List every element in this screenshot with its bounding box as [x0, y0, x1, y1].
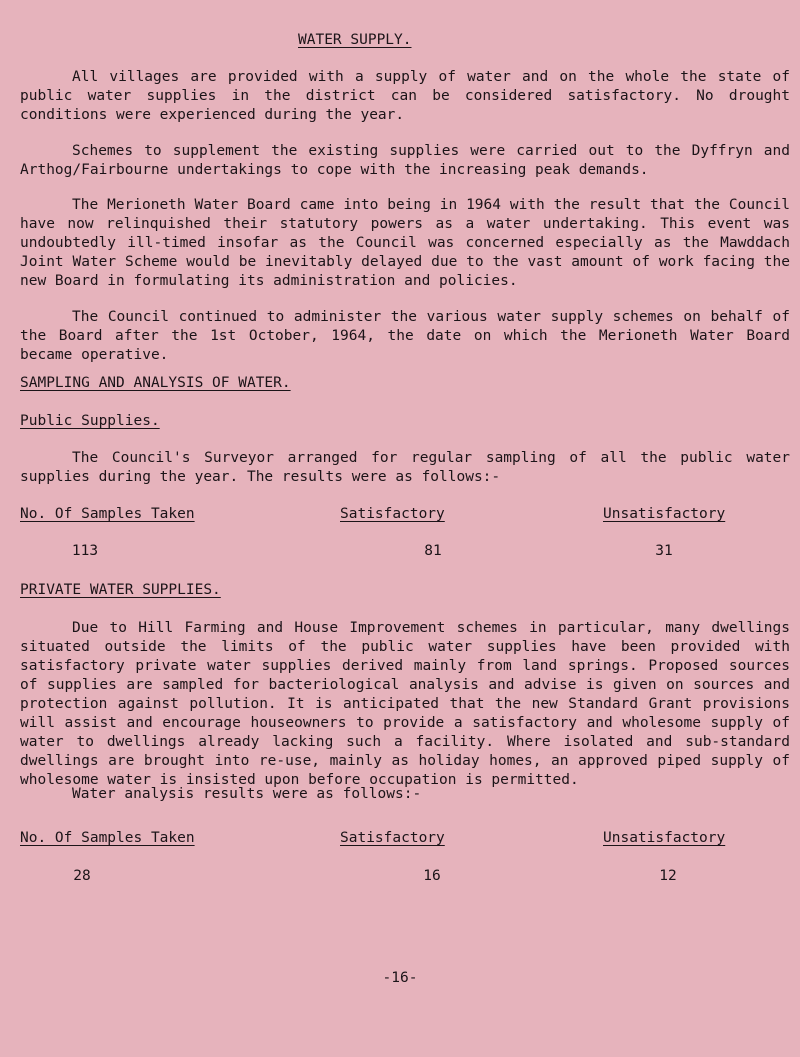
paragraph-schemes: Schemes to supplement the existing supplies were carried out to the Dyffryn and Arthog/Fairbourne undertakings to cope with the increasing peak demands.: [20, 143, 790, 178]
paragraph-villages: All villages are provided with a supply of water and on the whole the state of public water supplies in the district can be considered satisfactory. No drought conditions were experienced during the year.: [20, 69, 790, 123]
public-value-satisfactory: 81: [424, 543, 442, 559]
public-value-samples: 113: [71, 543, 99, 559]
paragraph-private-supplies: Due to Hill Farming and House Improvement schemes in particular, many dwellings situated outside the limits of the public water supplies have been provided with satisfactory private water supplies derived mainly from land springs. Proposed sources of supplies are sampled for bacteriological analysis and advise is given on sources and protection against pollution. It is anticipated that the new Standard Grant provisions will assist and encourage houseowners to provide a satisfactory and wholesome supply of water to dwellings already lacking such a facility. Where isolated and sub-standard dwellings are brought into re-use, mainly as holiday homes, an approved piped supply of wholesome water is insisted upon before occupation is permitted.: [20, 620, 790, 788]
private-value-satisfactory: 16: [423, 868, 441, 884]
page-number: -16-: [382, 970, 418, 986]
public-value-unsatisfactory: 31: [655, 543, 673, 559]
private-analysis-intro: Water analysis results were as follows:-: [72, 786, 422, 802]
public-header-satisfactory: Satisfactory: [340, 506, 445, 522]
sampling-heading: SAMPLING AND ANALYSIS OF WATER.: [20, 375, 291, 391]
paragraph-water-board: The Merioneth Water Board came into being in 1964 with the result that the Council have now relinquished their statutory powers as a water undertaking. This event was undoubtedly ill-timed insofar as the Council was concerned especially as the Mawddach Joint Water Scheme would be inevitably delayed due to the vast amount of work facing the new Board in formulating its administration and policies.: [20, 197, 790, 289]
private-heading: PRIVATE WATER SUPPLIES.: [20, 582, 221, 598]
public-header-samples: No. Of Samples Taken: [20, 506, 195, 522]
page-title: WATER SUPPLY.: [298, 32, 412, 48]
private-value-unsatisfactory: 12: [659, 868, 677, 884]
public-sampling-intro: The Council's Surveyor arranged for regular sampling of all the public water supplies during the year. The results were as follows:-: [20, 450, 790, 485]
paragraph-council-administer: The Council continued to administer the various water supply schemes on behalf of the Board after the 1st October, 1964, the date on which the Merioneth Water Board became operative.: [20, 309, 790, 363]
private-header-samples: No. Of Samples Taken: [20, 830, 195, 846]
public-supplies-subheading: Public Supplies.: [20, 413, 160, 429]
public-header-unsatisfactory: Unsatisfactory: [603, 506, 726, 522]
private-header-satisfactory: Satisfactory: [340, 830, 445, 846]
private-header-unsatisfactory: Unsatisfactory: [603, 830, 726, 846]
private-value-samples: 28: [73, 868, 91, 884]
